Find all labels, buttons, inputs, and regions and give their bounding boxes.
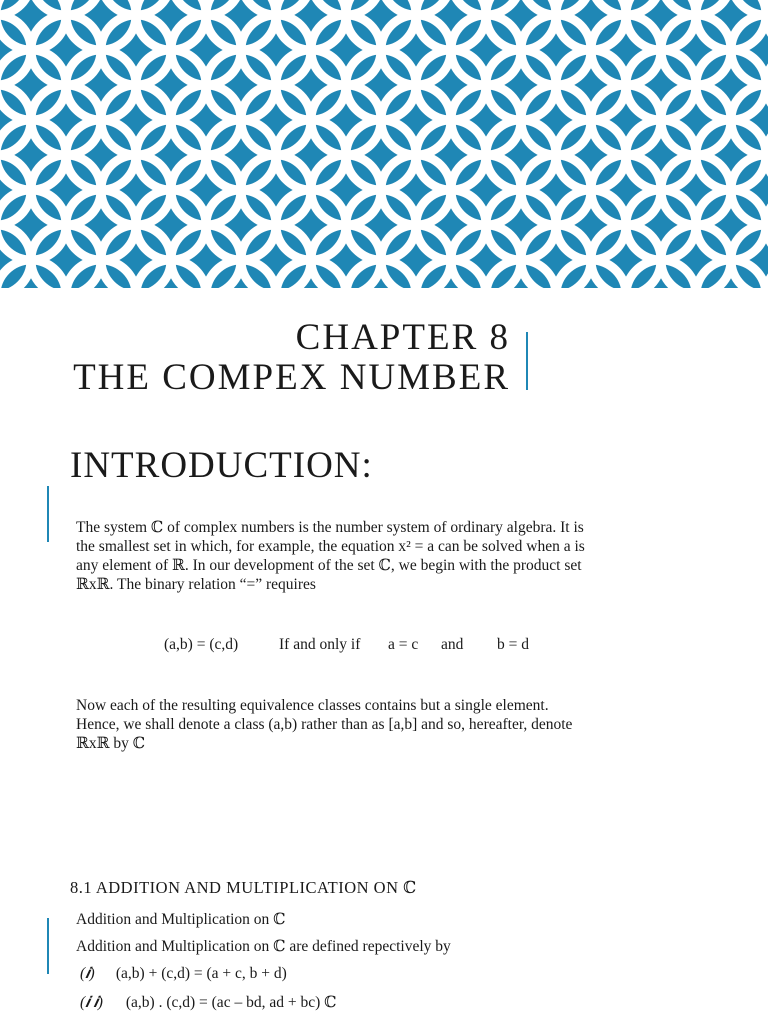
- equation-lhs: (a,b) = (c,d): [164, 636, 239, 653]
- definition-item-1: [80, 965, 287, 983]
- equation-condition-1: a = c: [388, 636, 419, 653]
- definition-item-2: [80, 993, 336, 1012]
- section-line-2: Addition and Multiplication on ℂ are defined repectively by: [76, 938, 451, 955]
- chapter-title-line2: THE COMPEX NUMBER: [73, 357, 510, 398]
- section-accent-line: [47, 918, 49, 974]
- paragraph-line: Hence, we shall denote a class (a,b) rather than as [a,b] and so, hereafter, denote: [76, 716, 573, 733]
- item-text: (a,b) . (c,d) = (ac – bd, ad + bc) ℂ: [125, 994, 337, 1011]
- paragraph-line: ℝxℝ. The binary relation “=” requires: [76, 576, 316, 593]
- decorative-pattern-banner: [0, 0, 768, 288]
- item-numeral: (𝒊): [80, 965, 95, 982]
- section-line-1: Addition and Multiplication on ℂ: [76, 911, 286, 928]
- introduction-heading: INTRODUCTION:: [70, 445, 373, 486]
- introduction-paragraph-1: [76, 518, 676, 594]
- item-numeral: (𝒊 𝒊): [80, 994, 103, 1011]
- paragraph-line: ℝxℝ by ℂ: [76, 735, 146, 752]
- intro-accent-line: [47, 486, 49, 542]
- paragraph-line: Now each of the resulting equivalence classes contains but a single element.: [76, 697, 549, 714]
- paragraph-line: any element of ℝ. In our development of the set ℂ, we begin with the product set: [76, 557, 582, 574]
- equality-definition: [0, 636, 768, 656]
- paragraph-line: The system ℂ of complex numbers is the number system of ordinary algebra. It is: [76, 519, 584, 536]
- equation-iff: If and only if: [279, 636, 361, 653]
- introduction-paragraph-2: [76, 696, 676, 753]
- item-text: (a,b) + (c,d) = (a + c, b + d): [115, 965, 287, 982]
- paragraph-line: the smallest set in which, for example, the equation x² = a can be solved when a is: [76, 538, 585, 555]
- chapter-title-line1: CHAPTER 8: [295, 317, 510, 358]
- equation-condition-2: b = d: [497, 636, 529, 653]
- title-accent-line: [526, 332, 528, 390]
- section-heading: 8.1 ADDITION AND MULTIPLICATION ON ℂ: [70, 878, 417, 897]
- chapter-title: [73, 318, 510, 398]
- equation-and: and: [441, 636, 464, 653]
